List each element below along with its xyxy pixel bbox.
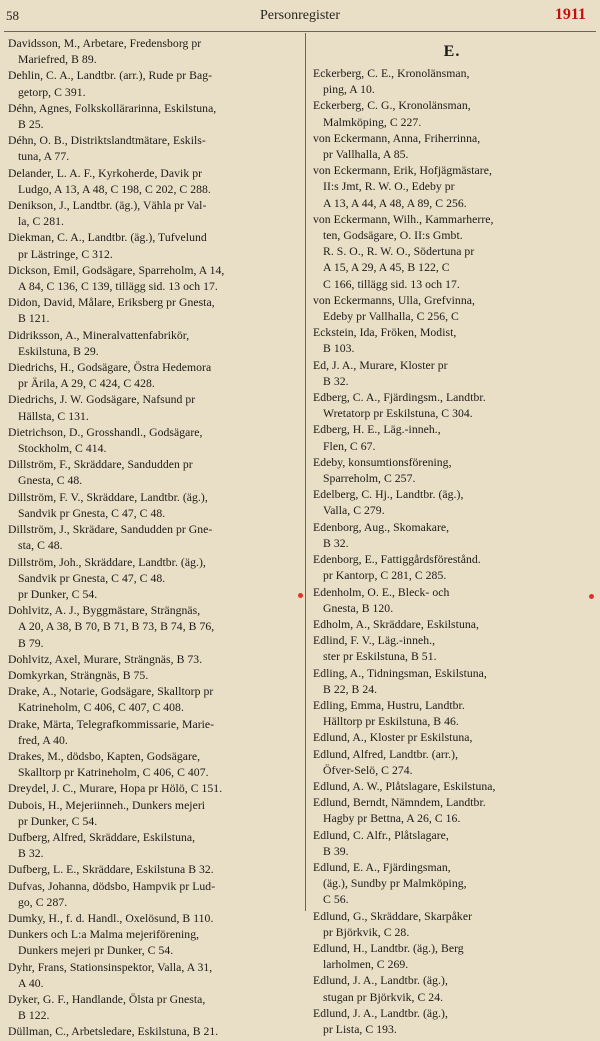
- register-entry: [6, 717, 301, 749]
- register-entry: [311, 828, 593, 860]
- entry-continuation: A 13, A 44, A 48, A 89, C 256.: [323, 196, 467, 210]
- entry-line: Düllman, C., Arbetsledare, Eskilstuna, B 21.: [8, 1025, 219, 1039]
- entry-line: Edlund, A. W., Plåtslagare, Eskilstuna,: [313, 779, 496, 793]
- register-entry: [311, 666, 593, 698]
- entry-line: Edlund, Alfred, Landtbr. (arr.),: [313, 747, 459, 761]
- entry-line: Dickson, Emil, Godsägare, Sparreholm, A 14,: [8, 263, 225, 277]
- left-column: [6, 36, 301, 1041]
- register-entry: [6, 992, 301, 1024]
- register-entry: [6, 295, 301, 327]
- entry-continuation: Stockholm, C 414.: [18, 442, 107, 456]
- entry-line: Edenborg, Aug., Skomakare,: [313, 520, 450, 534]
- entry-line: von Eckermann, Anna, Friherrinna,: [313, 131, 481, 145]
- entry-line: Edlund, J. A., Landtbr. (äg.),: [313, 974, 448, 988]
- entry-continuation: Katrineholm, C 406, C 407, C 408.: [18, 701, 184, 715]
- entry-continuation: B 103.: [323, 342, 355, 356]
- entry-continuation: B 39.: [323, 844, 349, 858]
- entry-continuation: II:s Jmt, R. W. O., Edeby pr: [323, 180, 455, 194]
- entry-line: Dietrichson, D., Grosshandl., Godsägare,: [8, 425, 203, 439]
- register-entry: [311, 1006, 593, 1038]
- entry-continuation: Dunkers mejeri pr Dunker, C 54.: [18, 944, 174, 958]
- entry-continuation: Hällsta, C 131.: [18, 409, 89, 423]
- entry-continuation: Sparreholm, C 257.: [323, 472, 416, 486]
- entry-continuation: pr Kantorp, C 281, C 285.: [323, 569, 447, 583]
- entry-continuation: Hälltorp pr Eskilstuna, B 46.: [323, 715, 459, 729]
- register-entry: [311, 973, 593, 1005]
- register-entry: [311, 212, 593, 293]
- entry-line: Edeby, konsumtionsförening,: [313, 455, 452, 469]
- entry-line: Dufvas, Johanna, dödsbo, Hampvik pr Lud-: [8, 879, 216, 893]
- entry-continuation: Hagby pr Bettna, A 26, C 16.: [323, 812, 461, 826]
- register-entry: [6, 830, 301, 862]
- register-entry: [311, 617, 593, 633]
- entry-continuation: B 32.: [18, 847, 44, 861]
- register-entry: [6, 263, 301, 295]
- register-entry: [311, 941, 593, 973]
- register-entry: [6, 166, 301, 198]
- entry-line: Edlund, C. Alfr., Plåtslagare,: [313, 828, 449, 842]
- entry-line: Edberg, H. E., Läg.-inneh.,: [313, 423, 441, 437]
- entry-continuation: A 20, A 38, B 70, B 71, B 73, B 74, B 76,: [18, 620, 215, 634]
- register-entry: [6, 555, 301, 604]
- entry-continuation: ster pr Eskilstuna, B 51.: [323, 650, 437, 664]
- entry-continuation: pr Dunker, C 54.: [18, 587, 98, 601]
- register-entry: [311, 163, 593, 212]
- entry-continuation: Malmköping, C 227.: [323, 115, 422, 129]
- year-marker: 1911: [554, 6, 586, 23]
- entry-line: von Eckermanns, Ulla, Grefvinna,: [313, 293, 475, 307]
- entry-continuation: C 56.: [323, 893, 349, 907]
- entry-line: Edenholm, O. E., Bleck- och: [313, 585, 450, 599]
- entry-line: Edberg, C. A., Fjärdingsm., Landtbr.: [313, 391, 486, 405]
- entry-continuation: Edeby pr Vallhalla, C 256, C: [323, 310, 459, 324]
- register-entry: [6, 68, 301, 100]
- entry-line: Déhn, O. B., Distriktslandtmätare, Eskils-: [8, 134, 206, 148]
- entry-line: Edlund, Berndt, Nämndem, Landtbr.: [313, 796, 486, 810]
- entry-line: Dillström, Joh., Skräddare, Landtbr. (äg.),: [8, 555, 206, 569]
- entry-line: Diedrichs, J. W. Godsägare, Nafsund pr: [8, 393, 196, 407]
- entry-continuation: R. S. O., R. W. O., Södertuna pr: [323, 245, 475, 259]
- entry-line: von Eckermann, Wilh., Kammarherre,: [313, 212, 494, 226]
- entry-line: Dufberg, Alfred, Skräddare, Eskilstuna,: [8, 830, 196, 844]
- entry-line: Dreydel, J. C., Murare, Hopa pr Hölö, C 151.: [8, 782, 223, 796]
- register-entry: [6, 522, 301, 554]
- entry-continuation: pr Vallhalla, A 85.: [323, 148, 409, 162]
- entry-line: Edholm, A., Skräddare, Eskilstuna,: [313, 617, 479, 631]
- entry-continuation: sta, C 48.: [18, 539, 63, 553]
- entry-continuation: ten, Godsägare, O. II:s Gmbt.: [323, 229, 463, 243]
- register-entry: [6, 392, 301, 424]
- entry-continuation: stugan pr Björkvik, C 24.: [323, 990, 444, 1004]
- entry-continuation: B 79.: [18, 636, 44, 650]
- entry-line: Eckerberg, C. E., Kronolänsman,: [313, 67, 470, 80]
- register-entry: [311, 779, 593, 795]
- entry-continuation: tuna, A 77.: [18, 150, 70, 164]
- section-letter: E.: [443, 43, 461, 60]
- register-entry: [6, 457, 301, 489]
- entry-continuation: pr Björkvik, C 28.: [323, 925, 410, 939]
- entry-continuation: Mariefred, B 89.: [18, 53, 97, 67]
- entry-continuation: Öfver-Selö, C 274.: [323, 763, 413, 777]
- register-entry: [311, 422, 593, 454]
- entry-line: Dillström, J., Skrädare, Sandudden pr Gne-: [8, 523, 213, 537]
- entry-continuation: pr Dunker, C 54.: [18, 814, 98, 828]
- register-entry: [311, 730, 593, 746]
- register-entry: [311, 390, 593, 422]
- register-entry: [6, 684, 301, 716]
- entry-continuation: pr Lästringe, C 312.: [18, 247, 113, 261]
- entry-continuation: Sandvik pr Gnesta, C 47, C 48.: [18, 571, 166, 585]
- register-entry: [6, 198, 301, 230]
- register-entry: [311, 358, 593, 390]
- entry-line: Dumky, H., f. d. Handl., Oxelösund, B 110.: [8, 911, 214, 925]
- entry-continuation: Eskilstuna, B 29.: [18, 344, 99, 358]
- entry-continuation: B 121.: [18, 312, 50, 326]
- entry-line: Didon, David, Målare, Eriksberg pr Gnesta,: [8, 296, 215, 310]
- register-entry: [6, 862, 301, 878]
- register-entry: [6, 879, 301, 911]
- entry-continuation: B 122.: [18, 1009, 50, 1023]
- entry-continuation: Gnesta, B 120.: [323, 601, 394, 615]
- register-entry: [6, 490, 301, 522]
- column-divider: [305, 33, 306, 911]
- right-column: [311, 36, 593, 1038]
- entry-continuation: pr Ärila, A 29, C 424, C 428.: [18, 377, 155, 391]
- entry-continuation: getorp, C 391.: [18, 85, 86, 99]
- register-entry: [6, 101, 301, 133]
- entry-line: Edlund, A., Kloster pr Eskilstuna,: [313, 731, 473, 745]
- entry-line: Delander, L. A. F., Kyrkoherde, Davik pr: [8, 166, 203, 180]
- entry-continuation: (äg.), Sundby pr Malmköping,: [323, 877, 467, 891]
- entry-line: Déhn, Agnes, Folkskollärarinna, Eskilstuna,: [8, 101, 217, 115]
- register-entry: [311, 747, 593, 779]
- red-mark: [298, 593, 303, 598]
- entry-continuation: pr Lista, C 193.: [323, 1022, 397, 1036]
- entry-line: Dyhr, Frans, Stationsinspektor, Valla, A 31,: [8, 960, 213, 974]
- entry-line: Dubois, H., Mejeriinneh., Dunkers mejeri: [8, 798, 206, 812]
- register-entry: [6, 927, 301, 959]
- entry-line: Davidsson, M., Arbetare, Fredensborg pr: [8, 37, 202, 50]
- register-entry: [6, 798, 301, 830]
- page-number: 58: [6, 8, 19, 23]
- entry-continuation: A 40.: [18, 976, 44, 990]
- entry-continuation: go, C 287.: [18, 895, 68, 909]
- entry-line: Drakes, M., dödsbo, Kapten, Godsägare,: [8, 749, 201, 763]
- register-entry: [6, 668, 301, 684]
- entry-continuation: larholmen, C 269.: [323, 958, 409, 972]
- entry-line: Dohlvitz, A. J., Byggmästare, Strängnäs,: [8, 604, 201, 618]
- entry-line: Dohlvitz, Axel, Murare, Strängnäs, B 73.: [8, 652, 203, 666]
- header-rule: [4, 31, 596, 32]
- entry-line: Diedrichs, H., Godsägare, Östra Hedemora: [8, 361, 212, 375]
- entry-continuation: B 32.: [323, 536, 349, 550]
- register-entry: [311, 293, 593, 325]
- entry-line: Edling, A., Tidningsman, Eskilstuna,: [313, 666, 487, 680]
- entry-line: Edlund, H., Landtbr. (äg.), Berg: [313, 941, 464, 955]
- entry-continuation: fred, A 40.: [18, 733, 68, 747]
- entry-line: Dillström, F. V., Skräddare, Landtbr. (äg.),: [8, 490, 208, 504]
- register-entry: [311, 131, 593, 163]
- entry-line: Dufberg, L. E., Skräddare, Eskilstuna B 32.: [8, 863, 214, 877]
- entry-continuation: ping, A 10.: [323, 83, 375, 97]
- register-entry: [311, 633, 593, 665]
- register-entry: [311, 909, 593, 941]
- entry-line: Eckstein, Ida, Fröken, Modist,: [313, 326, 457, 340]
- entry-continuation: B 22, B 24.: [323, 682, 378, 696]
- entry-continuation: A 15, A 29, A 45, B 122, C: [323, 261, 450, 275]
- register-entry: [6, 603, 301, 652]
- register-entry: [311, 698, 593, 730]
- entry-continuation: C 166, tillägg sid. 13 och 17.: [323, 277, 460, 291]
- entry-line: von Eckermann, Erik, Hofjägmästare,: [313, 164, 492, 178]
- entry-line: Edlund, E. A., Fjärdingsman,: [313, 860, 451, 874]
- register-entry: [6, 360, 301, 392]
- entry-line: Dyker, G. F., Handlande, Ölsta pr Gnesta,: [8, 992, 206, 1006]
- entry-line: Dillström, F., Skräddare, Sandudden pr: [8, 458, 193, 472]
- page-header: [0, 0, 600, 28]
- entry-continuation: A 84, C 136, C 139, tillägg sid. 13 och 17.: [18, 280, 218, 294]
- register-entry: [6, 652, 301, 668]
- register-entry: [6, 1024, 301, 1040]
- entry-line: Diekman, C. A., Landtbr. (äg.), Tufvelund: [8, 231, 207, 245]
- entry-continuation: Valla, C 279.: [323, 504, 385, 518]
- register-entry: [311, 455, 593, 487]
- right-column-entries: [311, 66, 593, 1038]
- entry-continuation: Ludgo, A 13, A 48, C 198, C 202, C 288.: [18, 182, 211, 196]
- register-entry: [6, 328, 301, 360]
- entry-continuation: Sandvik pr Gnesta, C 47, C 48.: [18, 506, 166, 520]
- entry-continuation: Flen, C 67.: [323, 439, 376, 453]
- entry-line: Dehlin, C. A., Landtbr. (arr.), Rude pr Bag-: [8, 69, 213, 83]
- entry-line: Drake, A., Notarie, Godsägare, Skalltorp pr: [8, 685, 214, 699]
- register-entry: [311, 552, 593, 584]
- entry-line: Ed, J. A., Murare, Kloster pr: [313, 358, 448, 372]
- entry-line: Didriksson, A., Mineralvattenfabrikör,: [8, 328, 190, 342]
- register-entry: [6, 911, 301, 927]
- register-entry: [6, 133, 301, 165]
- entry-line: Drake, Märta, Telegrafkommissarie, Marie-: [8, 717, 215, 731]
- entry-line: Domkyrkan, Strängnäs, B 75.: [8, 668, 149, 682]
- entry-line: Denikson, J., Landtbr. (äg.), Vähla pr Val-: [8, 199, 207, 213]
- entry-continuation: B 32.: [323, 374, 349, 388]
- register-entry: [311, 487, 593, 519]
- register-entry: [6, 960, 301, 992]
- register-entry: [6, 36, 301, 68]
- entry-line: Eckerberg, C. G., Kronolänsman,: [313, 99, 471, 113]
- entry-continuation: B 25.: [18, 118, 44, 132]
- register-entry: [311, 325, 593, 357]
- entry-line: Edlind, F. V., Läg.-inneh.,: [313, 634, 436, 648]
- entry-continuation: Wretatorp pr Eskilstuna, C 304.: [323, 407, 473, 421]
- entry-line: Edenborg, E., Fattiggårdsförestånd.: [313, 553, 481, 567]
- running-title: Personregister: [259, 8, 341, 23]
- register-entry: [6, 230, 301, 262]
- entry-line: Edling, Emma, Hustru, Landtbr.: [313, 698, 465, 712]
- entry-continuation: Gnesta, C 48.: [18, 474, 83, 488]
- register-entry: [311, 98, 593, 130]
- register-entry: [6, 781, 301, 797]
- register-entry: [311, 795, 593, 827]
- register-entry: [311, 520, 593, 552]
- register-entry: [311, 66, 593, 98]
- entry-line: Edlund, G., Skräddare, Skarpåker: [313, 909, 473, 923]
- register-entry: [6, 425, 301, 457]
- entry-continuation: la, C 281.: [18, 215, 64, 229]
- red-mark: [589, 594, 594, 599]
- entry-line: Dunkers och L:a Malma mejeriförening,: [8, 928, 200, 942]
- entry-line: Edelberg, C. Hj., Landtbr. (äg.),: [313, 488, 464, 502]
- register-entry: [6, 749, 301, 781]
- entry-continuation: Skalltorp pr Katrineholm, C 406, C 407.: [18, 766, 209, 780]
- register-entry: [311, 860, 593, 909]
- entry-line: Edlund, J. A., Landtbr. (äg.),: [313, 1006, 448, 1020]
- register-entry: [311, 585, 593, 617]
